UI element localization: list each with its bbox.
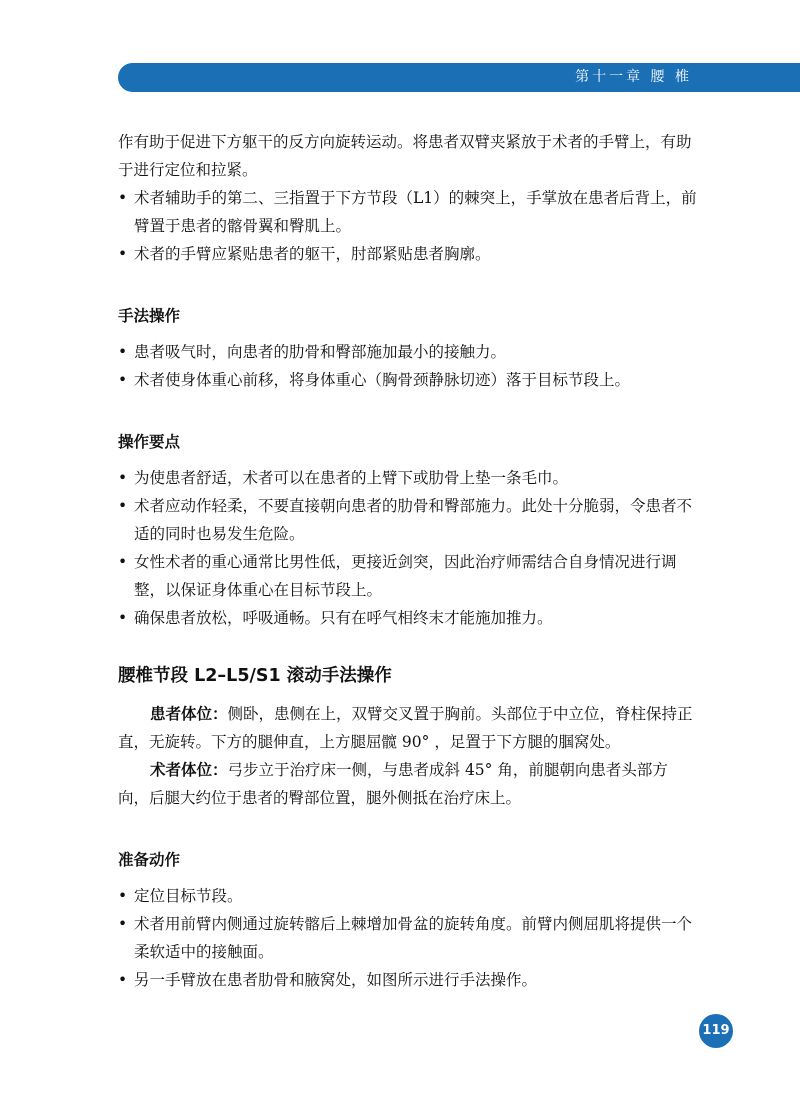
key-points-heading: 操作要点 — [118, 433, 181, 451]
preparation-heading: 准备动作 — [118, 851, 181, 869]
page-body — [118, 128, 698, 994]
chapter-title: 第十一章 腰 椎 — [575, 69, 692, 85]
list-item: • 确保患者放松，呼吸通畅。只有在呼气相终末才能施加推力。 — [118, 604, 698, 632]
operator-position-paragraph — [118, 756, 698, 812]
list-item: • 定位目标节段。 — [118, 882, 698, 910]
section-title: 腰椎节段 L2–L5/S1 滚动手法操作 — [118, 666, 392, 686]
preparation-bullet-list — [118, 882, 698, 994]
intro-bullet-list — [118, 184, 698, 268]
list-item: • 术者应动作轻柔，不要直接朝向患者的肋骨和臀部施力。此处十分脆弱，令患者不适的同时也易发生危险。 — [118, 492, 698, 548]
chapter-header-bar — [118, 63, 800, 92]
technique-heading: 手法操作 — [118, 307, 181, 325]
list-item: • 另一手臂放在患者肋骨和腋窝处，如图所示进行手法操作。 — [118, 966, 698, 994]
key-points-bullet-list — [118, 464, 698, 632]
patient-position-paragraph — [118, 700, 698, 756]
patient-position-text: 侧卧，患侧在上，双臂交叉置于胸前。头部位于中立位，脊柱保持正直，无旋转。下方的腿伸直，上方腿屈髋 90° ，足置于下方腿的腘窝处。 — [118, 705, 693, 751]
operator-position-label: 术者体位： — [150, 760, 228, 779]
list-item: • 术者用前臂内侧通过旋转髂后上棘增加骨盆的旋转角度。前臂内侧屈肌将提供一个柔软适中的接触面。 — [118, 910, 698, 966]
list-item: • 术者辅助手的第二、三指置于下方节段（L1）的棘突上，手掌放在患者后背上，前臂置于患者的髂骨翼和臀肌上。 — [118, 184, 698, 240]
operator-position-text: 弓步立于治疗床一侧，与患者成斜 45° 角，前腿朝向患者头部方向，后腿大约位于患者的臀部位置，腿外侧抵在治疗床上。 — [118, 761, 668, 807]
list-item: • 术者的手臂应紧贴患者的躯干，肘部紧贴患者胸廓。 — [118, 240, 698, 268]
intro-paragraph: 作有助于促进下方躯干的反方向旋转运动。将患者双臂夹紧放于术者的手臂上，有助于进行定位和拉紧。 — [118, 133, 692, 179]
list-item: • 为使患者舒适，术者可以在患者的上臂下或肋骨上垫一条毛巾。 — [118, 464, 698, 492]
list-item: • 患者吸气时，向患者的肋骨和臀部施加最小的接触力。 — [118, 338, 698, 366]
list-item: • 女性术者的重心通常比男性低，更接近剑突，因此治疗师需结合自身情况进行调整，以保证身体重心在目标节段上。 — [118, 548, 698, 604]
list-item: • 术者使身体重心前移，将身体重心（胸骨颈静脉切迹）落于目标节段上。 — [118, 366, 698, 394]
technique-bullet-list — [118, 338, 698, 394]
patient-position-label: 患者体位： — [150, 704, 228, 723]
page-number-badge: 119 — [699, 1014, 733, 1048]
